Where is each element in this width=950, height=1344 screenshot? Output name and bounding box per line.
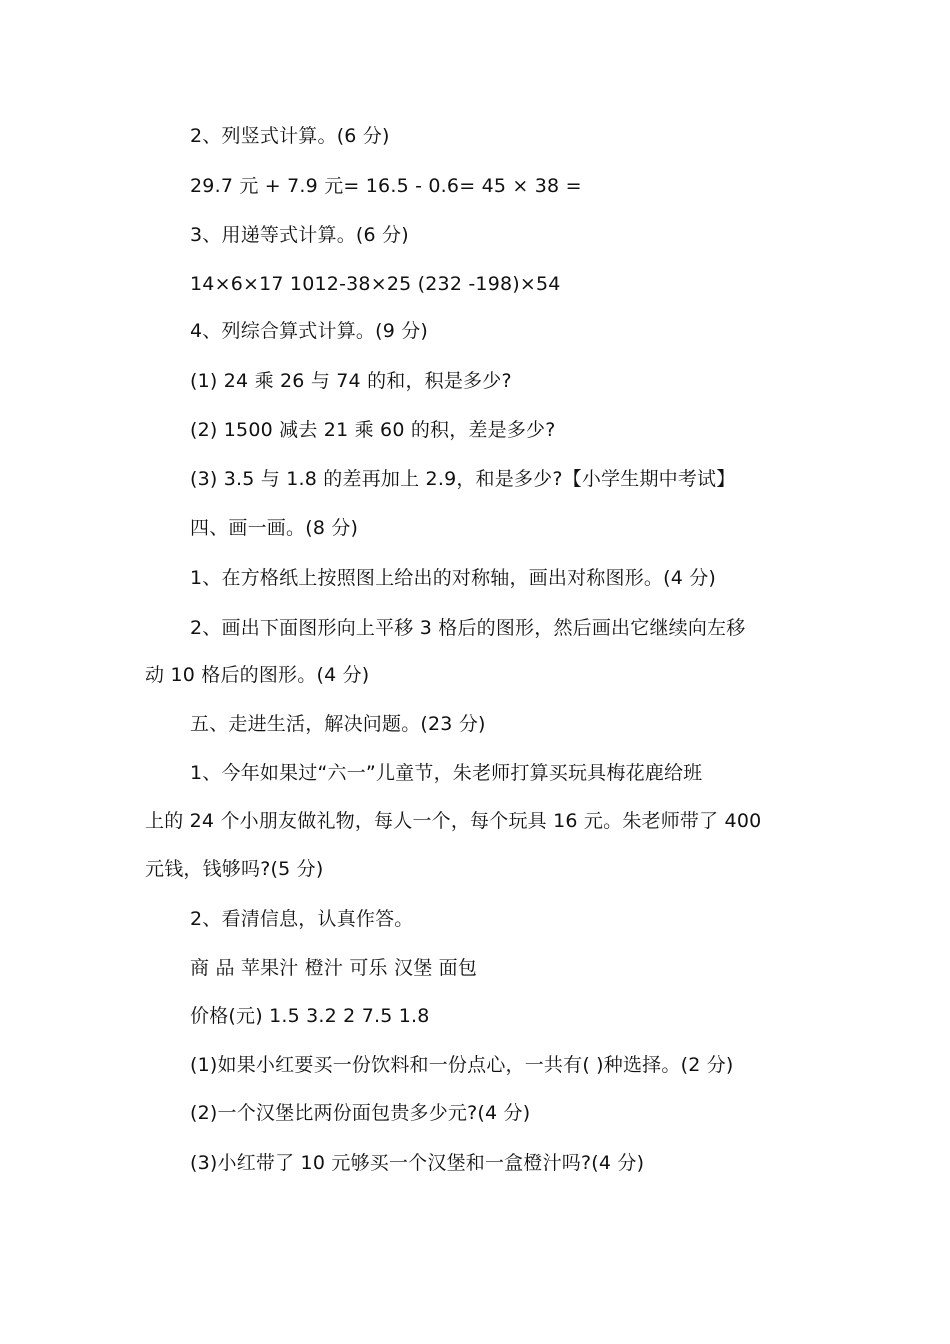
section-5-item-1-cont-1: 上的 24 个小朋友做礼物，每人一个，每个玩具 16 元。朱老师带了 400 bbox=[145, 810, 762, 832]
section-4-item-2: 2、画出下面图形向上平移 3 格后的图形，然后画出它继续向左移 bbox=[190, 617, 746, 639]
question-4-item-1: (1) 24 乘 26 与 74 的和，积是多少? bbox=[190, 370, 512, 392]
section-5-item-2: 2、看清信息，认真作答。 bbox=[190, 908, 414, 930]
price-row: 价格(元) 1.5 3.2 2 7.5 1.8 bbox=[190, 1005, 430, 1027]
question-2-heading: 2、列竖式计算。(6 分) bbox=[190, 125, 390, 147]
question-2-expressions: 29.7 元 + 7.9 元= 16.5 - 0.6= 45 × 38 = bbox=[190, 175, 582, 197]
section-5-item-1: 1、今年如果过“六一”儿童节，朱老师打算买玩具梅花鹿给班 bbox=[190, 762, 703, 784]
question-3-expressions: 14×6×17 1012-38×25 (232 -198)×54 bbox=[190, 273, 561, 295]
section-4-item-1: 1、在方格纸上按照图上给出的对称轴，画出对称图形。(4 分) bbox=[190, 567, 717, 589]
section-5-q3: (3)小红带了 10 元够买一个汉堡和一盒橙汁吗?(4 分) bbox=[190, 1152, 645, 1174]
question-4-item-2: (2) 1500 减去 21 乘 60 的积，差是多少? bbox=[190, 419, 556, 441]
section-4-heading: 四、画一画。(8 分) bbox=[190, 517, 359, 539]
section-5-heading: 五、走进生活，解决问题。(23 分) bbox=[190, 713, 486, 735]
product-row: 商 品 苹果汁 橙汁 可乐 汉堡 面包 bbox=[190, 957, 478, 979]
section-5-q2: (2)一个汉堡比两份面包贵多少元?(4 分) bbox=[190, 1102, 531, 1124]
section-5-q1: (1)如果小红要买一份饮料和一份点心，一共有( )种选择。(2 分) bbox=[190, 1054, 734, 1076]
section-4-item-2-cont: 动 10 格后的图形。(4 分) bbox=[145, 664, 370, 686]
question-4-heading: 4、列综合算式计算。(9 分) bbox=[190, 320, 429, 342]
question-3-heading: 3、用递等式计算。(6 分) bbox=[190, 224, 409, 246]
section-5-item-1-cont-2: 元钱，钱够吗?(5 分) bbox=[145, 858, 324, 880]
question-4-item-3: (3) 3.5 与 1.8 的差再加上 2.9，和是多少?【小学生期中考试】 bbox=[190, 468, 736, 490]
